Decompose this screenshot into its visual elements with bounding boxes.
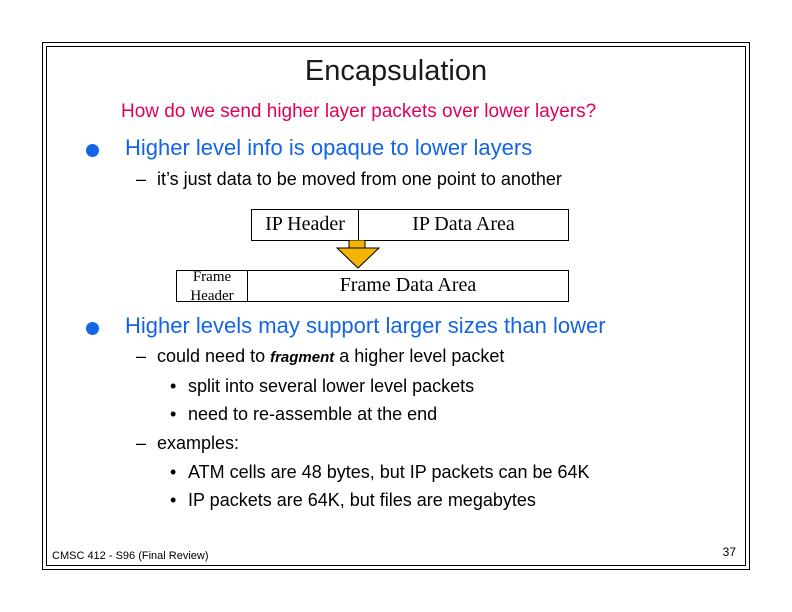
frame-header-label (177, 268, 247, 306)
bullet-2-sub-2-item-1: ATM cells are 48 bytes, but IP packets can be 64K (188, 462, 590, 482)
frame-header-line-2: Header (190, 288, 234, 304)
bullet-2-sub-1 (157, 346, 504, 367)
ip-data-area-label: IP Data Area (412, 213, 515, 235)
bullet-dot-icon (86, 322, 99, 335)
bullet-2-sub-1-item-2: need to re-assemble at the end (188, 404, 438, 424)
dot-glyph: • (170, 376, 177, 396)
dash-glyph: – (136, 433, 147, 453)
bullet-1-text: Higher level info is opaque to lower layers (125, 135, 533, 160)
bullet-2-sub-2: examples: (157, 433, 240, 453)
dot-glyph: • (170, 404, 177, 424)
dash-glyph: – (136, 169, 147, 189)
bullet-2-text: Higher levels may support larger sizes than lower (125, 313, 606, 338)
dash-glyph: – (136, 346, 147, 366)
bullet-2-sub-1-item-1: split into several lower level packets (188, 376, 475, 396)
slide-footer: CMSC 412 - S96 (Final Review) (52, 550, 209, 562)
slide-inner-border (46, 46, 746, 566)
slide-title: Encapsulation (304, 55, 488, 87)
ip-packet-box (251, 209, 569, 241)
frame-box (176, 270, 569, 302)
sub-1-prefix: could need to (157, 346, 271, 366)
frame-header-line-1: Frame (192, 269, 232, 285)
slide-subtitle: How do we send higher layer packets over lower layers? (121, 101, 597, 122)
dot-glyph: • (170, 462, 177, 482)
bullet-2-sub-2-item-2: IP packets are 64K, but files are megabytes (188, 490, 536, 510)
down-arrow-icon (333, 240, 383, 270)
page-number: 37 (722, 545, 736, 559)
frame-data-area-label: Frame Data Area (339, 274, 477, 296)
sub-1-suffix: a higher level packet (334, 346, 505, 366)
dot-glyph: • (170, 490, 177, 510)
ip-header-label: IP Header (265, 213, 345, 235)
bullet-dot-icon (86, 144, 99, 157)
fragment-emphasis: fragment (270, 349, 335, 366)
bullet-1-sub-1: it’s just data to be moved from one point to another (157, 169, 562, 189)
